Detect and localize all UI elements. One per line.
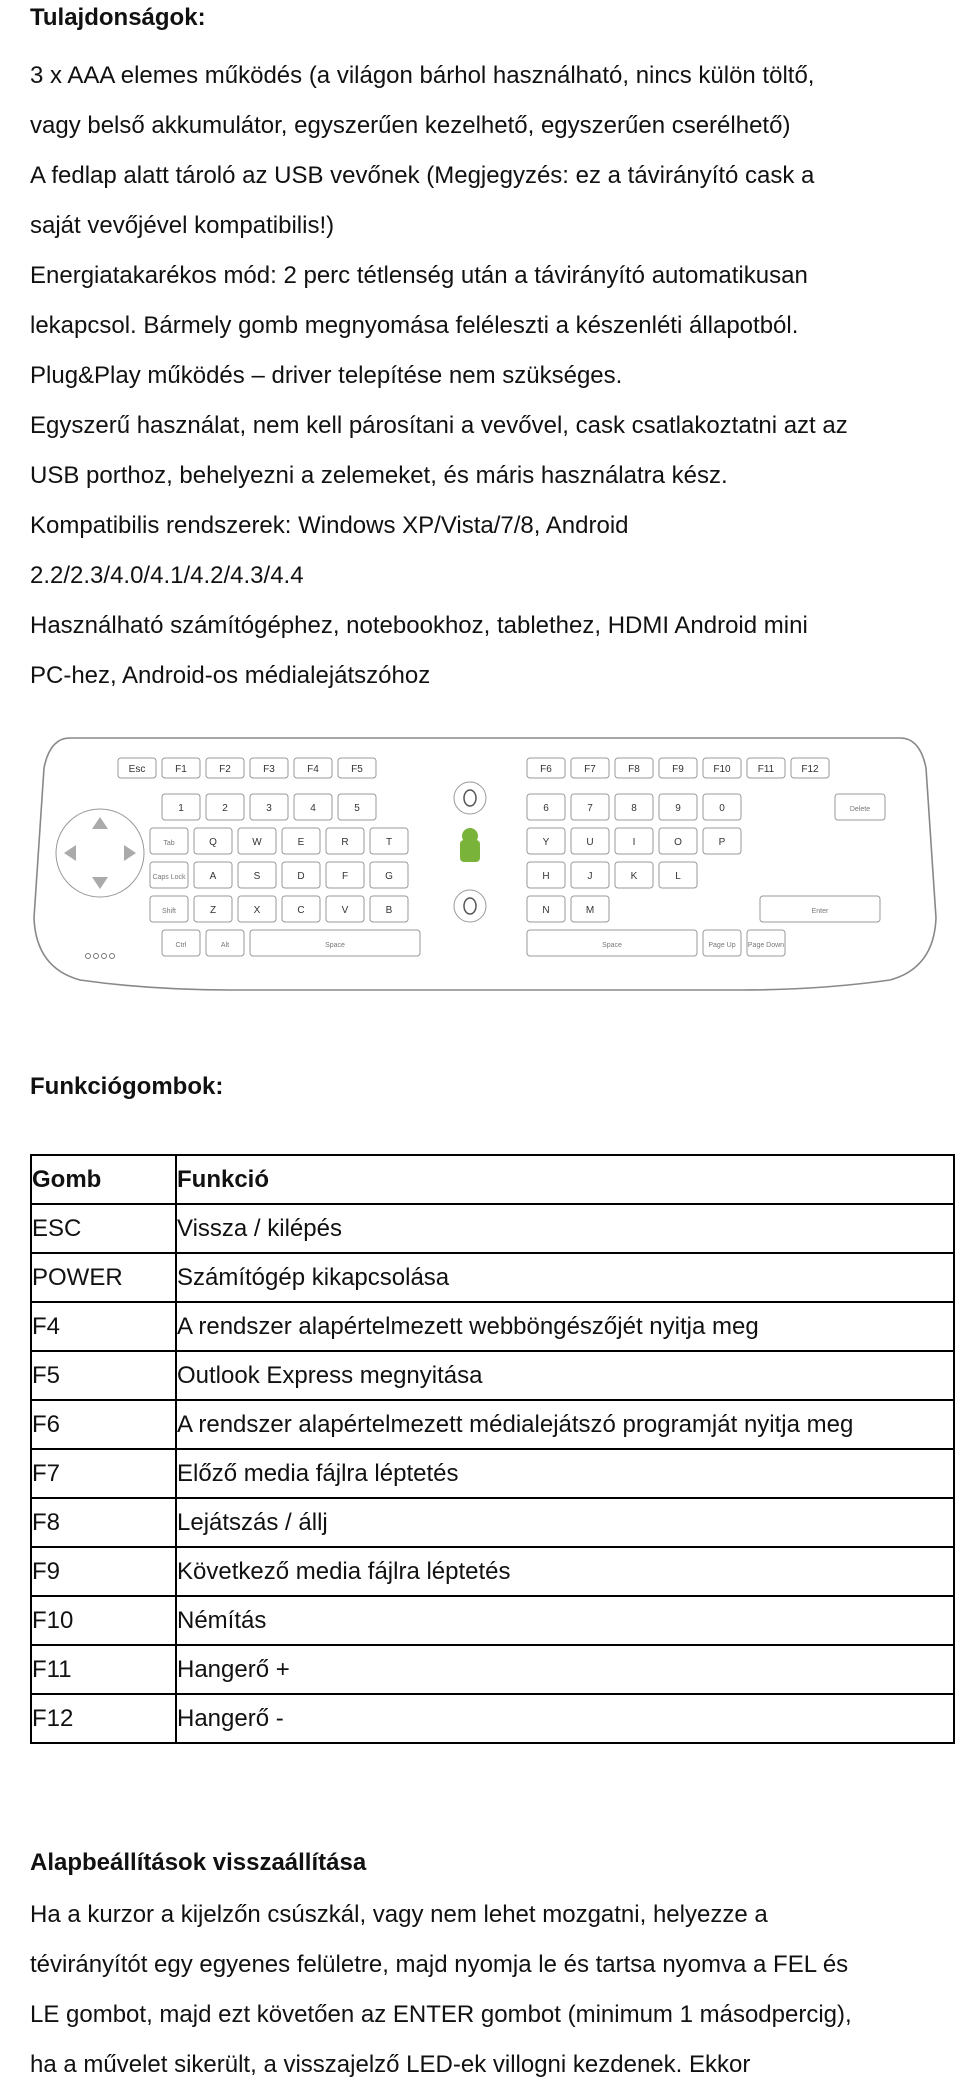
button-cell: F7 [31, 1449, 176, 1498]
keyboard-key [162, 758, 200, 778]
key-label: F12 [801, 764, 819, 775]
key-label: K [630, 871, 638, 882]
button-cell: POWER [31, 1253, 176, 1302]
button-cell: F4 [31, 1302, 176, 1351]
key-label: E [297, 837, 305, 848]
key-label: Ctrl [175, 942, 187, 949]
properties-line: 3 x AAA elemes működés (a világon bárhol használható, nincs külön töltő, [30, 62, 815, 89]
button-cell: F9 [31, 1547, 176, 1596]
keyboard-drawing [30, 728, 940, 996]
button-cell: F10 [31, 1596, 176, 1645]
keyboard-key [238, 862, 276, 888]
keyboard-key [791, 758, 829, 778]
key-label: L [675, 871, 681, 882]
functions-table [30, 1154, 955, 1744]
function-cell: A rendszer alapértelmezett médialejátszó programját nyitja meg [176, 1400, 954, 1449]
table-row [31, 1547, 954, 1596]
button-cell: F5 [31, 1351, 176, 1400]
button-cell: F12 [31, 1694, 176, 1743]
keyboard-key [615, 794, 653, 820]
button-cell: F11 [31, 1645, 176, 1694]
keyboard-key [118, 758, 156, 778]
keyboard-key [527, 828, 565, 854]
key-label: 4 [310, 803, 316, 814]
key-label: 2 [222, 803, 228, 814]
key-label: 3 [266, 803, 272, 814]
key-label: J [587, 871, 593, 882]
header-function: Funkció [176, 1155, 954, 1204]
key-label: N [542, 905, 550, 916]
key-label: F3 [263, 764, 275, 775]
properties-line: Plug&Play működés – driver telepítése nem szükséges. [30, 362, 623, 389]
key-label: B [385, 905, 393, 916]
properties-text [30, 51, 940, 701]
properties-line: saját vevőjével kompatibilis!) [30, 212, 335, 239]
keyboard-key [571, 794, 609, 820]
table-header-row [31, 1155, 954, 1204]
key-label: S [253, 871, 261, 882]
keyboard-key [282, 896, 320, 922]
function-cell: Számítógép kikapcsolása [176, 1253, 954, 1302]
keyboard-key [747, 758, 785, 778]
keyboard-key [703, 794, 741, 820]
keyboard-key [194, 896, 232, 922]
properties-heading: Tulajdonságok: [30, 4, 206, 31]
keyboard-key [370, 862, 408, 888]
android-head-icon [462, 828, 478, 844]
key-label: 6 [543, 803, 549, 814]
keyboard-key [571, 828, 609, 854]
properties-line: 2.2/2.3/4.0/4.1/4.2/4.3/4.4 [30, 562, 304, 589]
key-label: R [341, 837, 349, 848]
table-row [31, 1351, 954, 1400]
keyboard-key [659, 862, 697, 888]
keyboard-key [527, 862, 565, 888]
table-row [31, 1596, 954, 1645]
key-label: F4 [307, 764, 319, 775]
key-label: 5 [354, 803, 360, 814]
keyboard-key [250, 758, 288, 778]
key-label: F11 [757, 764, 775, 775]
function-cell: Hangerő + [176, 1645, 954, 1694]
functions-heading: Funkciógombok: [30, 1073, 224, 1100]
keyboard-key [747, 930, 785, 956]
header-button: Gomb [31, 1155, 176, 1204]
properties-line: Kompatibilis rendszerek: Windows XP/Vista/7/8, Android [30, 512, 629, 539]
keyboard-key [571, 896, 609, 922]
key-label: F1 [175, 764, 187, 775]
reset-line: ha a művelet sikerült, a visszajelző LED-ek villogni kezdenek. Ekkor [30, 2051, 751, 2078]
keyboard-key [326, 828, 364, 854]
keyboard-key [659, 828, 697, 854]
keyboard-key [250, 794, 288, 820]
table-row [31, 1498, 954, 1547]
key-label: F10 [713, 764, 731, 775]
keyboard-key [162, 794, 200, 820]
button-cell: F6 [31, 1400, 176, 1449]
keyboard-key [162, 930, 200, 956]
key-label: C [297, 905, 305, 916]
key-label: Enter [811, 908, 829, 915]
key-label: Q [209, 837, 217, 848]
table-row [31, 1400, 954, 1449]
left-mouse-button [454, 782, 486, 814]
keyboard-key [760, 896, 880, 922]
key-label: Esc [128, 764, 146, 775]
keyboard-key [194, 828, 232, 854]
keyboard-key [527, 794, 565, 820]
keyboard-key [206, 930, 244, 956]
right-mouse-button [454, 890, 486, 922]
keyboard-key [326, 862, 364, 888]
key-label: Page Down [747, 942, 785, 949]
keyboard-key [206, 794, 244, 820]
keyboard-key [615, 828, 653, 854]
function-cell: Outlook Express megnyitása [176, 1351, 954, 1400]
keyboard-key [527, 930, 697, 956]
keyboard-key [194, 862, 232, 888]
keyboard-key [338, 758, 376, 778]
key-label: U [586, 837, 594, 848]
keyboard-key [238, 828, 276, 854]
keyboard-key [338, 794, 376, 820]
keyboard-key [370, 828, 408, 854]
properties-line: Egyszerű használat, nem kell párosítani a vevővel, cask csatlakoztatni azt az [30, 412, 848, 439]
key-label: P [718, 837, 726, 848]
reset-line: LE gombot, majd ezt követően az ENTER gombot (minimum 1 másodpercig), [30, 2001, 852, 2028]
key-label: A [209, 871, 217, 882]
function-cell: A rendszer alapértelmezett webböngészőjét nyitja meg [176, 1302, 954, 1351]
keyboard-key [527, 758, 565, 778]
table-row [31, 1449, 954, 1498]
button-cell: F8 [31, 1498, 176, 1547]
keyboard-key [294, 794, 332, 820]
button-cell: ESC [31, 1204, 176, 1253]
properties-line: Használható számítógéphez, notebookhoz, tablethez, HDMI Android mini [30, 612, 808, 639]
key-label: Tab [163, 840, 175, 847]
key-label: W [252, 837, 262, 848]
table-row [31, 1204, 954, 1253]
properties-line: USB porthoz, behelyezni a zelemeket, és máris használatra kész. [30, 462, 728, 489]
key-label: I [632, 837, 636, 848]
function-cell: Következő media fájlra léptetés [176, 1547, 954, 1596]
key-label: H [542, 871, 550, 882]
keyboard-key [150, 862, 188, 888]
key-label: F2 [219, 764, 231, 775]
key-label: Caps Lock [152, 874, 186, 881]
key-label: O [674, 837, 682, 848]
key-label: G [385, 871, 393, 882]
keyboard-key [835, 794, 885, 820]
key-label: V [341, 905, 349, 916]
properties-line: PC-hez, Android-os médialejátszóhoz [30, 662, 431, 689]
properties-line: vagy belső akkumulátor, egyszerűen kezelhető, egyszerűen cserélhető) [30, 112, 791, 139]
reset-line: Ha a kurzor a kijelzőn csúszkál, vagy nem lehet mozgatni, helyezze a [30, 1901, 768, 1928]
table-row [31, 1253, 954, 1302]
key-label: F8 [628, 764, 640, 775]
keyboard-key [294, 758, 332, 778]
key-label: X [253, 905, 261, 916]
key-label: Y [542, 837, 550, 848]
keyboard-key [703, 758, 741, 778]
keyboard-key [150, 896, 188, 922]
keyboard-key [282, 828, 320, 854]
key-label: T [385, 837, 393, 848]
key-label: 7 [587, 803, 593, 814]
table-row [31, 1645, 954, 1694]
key-label: F5 [351, 764, 363, 775]
key-label: Z [209, 905, 217, 916]
key-label: F9 [672, 764, 684, 775]
keyboard-key [615, 758, 653, 778]
function-cell: Előző media fájlra léptetés [176, 1449, 954, 1498]
key-label: 8 [631, 803, 637, 814]
keyboard-illustration [30, 728, 940, 996]
keyboard-key [206, 758, 244, 778]
table-row [31, 1694, 954, 1743]
table-row [31, 1302, 954, 1351]
keyboard-key [370, 896, 408, 922]
key-label: D [297, 871, 305, 882]
key-label: 0 [719, 803, 725, 814]
keyboard-key [326, 896, 364, 922]
key-label: M [585, 905, 595, 916]
key-label: 9 [675, 803, 681, 814]
properties-line: Energiatakarékos mód: 2 perc tétlenség után a távirányító automatikusan [30, 262, 808, 289]
key-label: Shift [161, 908, 177, 915]
properties-line: A fedlap alatt tároló az USB vevőnek (Megjegyzés: ez a távirányító cask a [30, 162, 815, 189]
properties-line: lekapcsol. Bármely gomb megnyomása feléleszti a készenléti állapotból. [30, 312, 799, 339]
function-cell: Lejátszás / állj [176, 1498, 954, 1547]
keyboard-key [571, 758, 609, 778]
key-label: F7 [584, 764, 596, 775]
keyboard-key [571, 862, 609, 888]
key-label: Page Up [708, 942, 736, 949]
key-label: Space [325, 942, 345, 949]
key-label: F [341, 871, 349, 882]
keyboard-key [703, 930, 741, 956]
reset-line: tévirányítót egy egyenes felületre, majd nyomja le és tartsa nyomva a FEL és [30, 1951, 849, 1978]
reset-text [30, 1890, 940, 2090]
function-cell: Vissza / kilépés [176, 1204, 954, 1253]
reset-heading: Alapbeállítások visszaállítása [30, 1849, 367, 1876]
key-label: F6 [540, 764, 552, 775]
keyboard-key [527, 896, 565, 922]
function-cell: Hangerő - [176, 1694, 954, 1743]
key-label: 1 [178, 803, 184, 814]
keyboard-key [659, 794, 697, 820]
keyboard-key [703, 828, 741, 854]
key-label: Space [602, 942, 622, 949]
dpad [56, 809, 144, 897]
keyboard-key [615, 862, 653, 888]
function-cell: Némítás [176, 1596, 954, 1645]
keyboard-key [150, 828, 188, 854]
keyboard-key [659, 758, 697, 778]
key-label: Delete [849, 806, 871, 813]
keyboard-key [282, 862, 320, 888]
key-label: Alt [220, 942, 230, 949]
keyboard-key [238, 896, 276, 922]
keyboard-key [250, 930, 420, 956]
